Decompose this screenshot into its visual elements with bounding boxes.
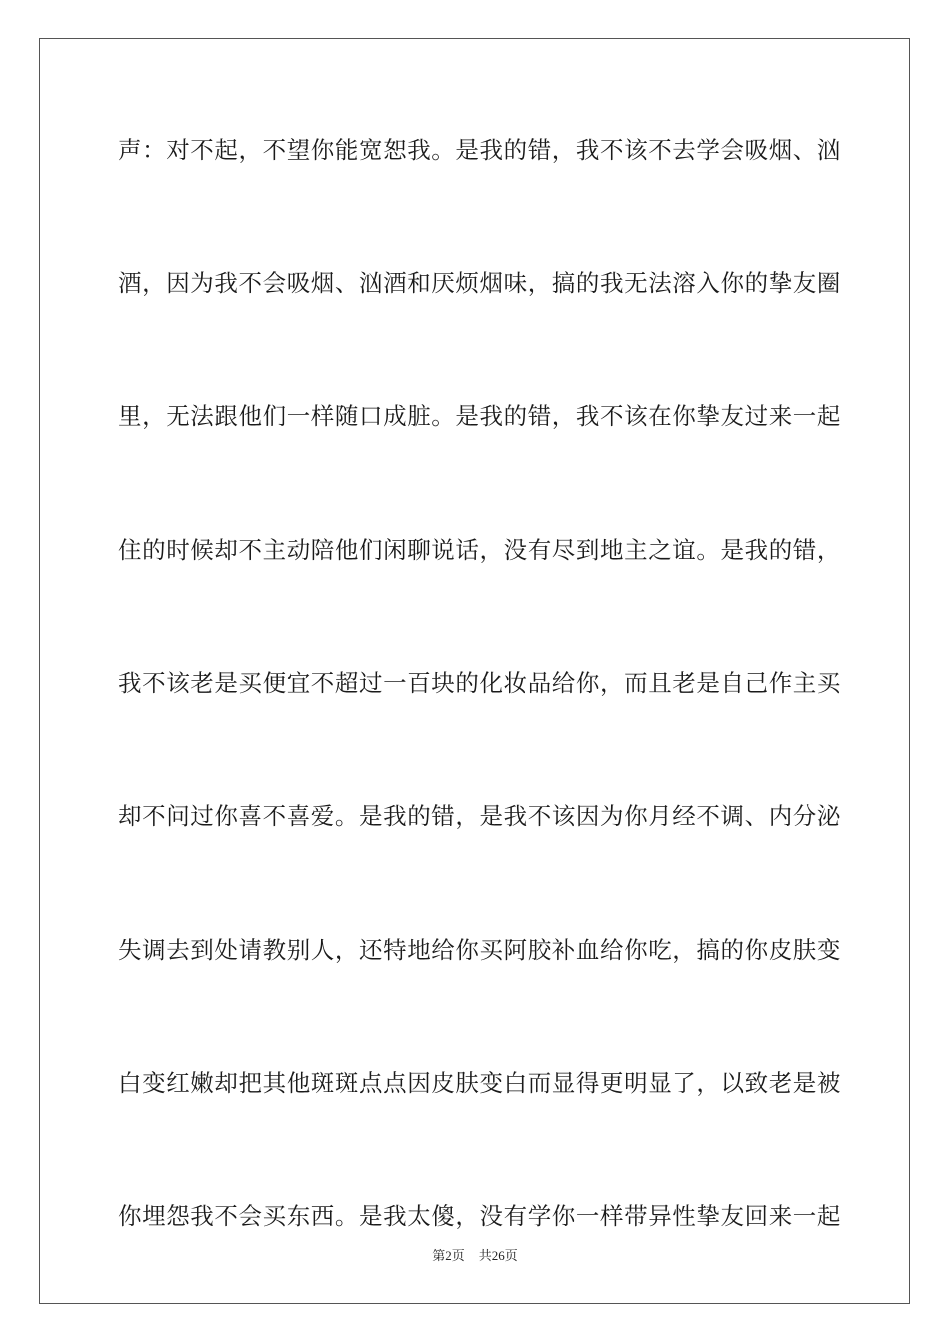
text-line-1: 声：对不起，不望你能宽恕我。是我的错，我不该不去学会吸烟、汹 — [118, 136, 841, 164]
page-number: 第2页 — [432, 1248, 465, 1263]
text-line-5: 我不该老是买便宜不超过一百块的化妆品给你，而且老是自己作主买 — [118, 669, 841, 697]
text-line-2: 酒，因为我不会吸烟、汹酒和厌烦烟味，搞的我无法溶入你的挚友圈 — [118, 269, 841, 297]
text-line-3: 里，无法跟他们一样随口成脏。是我的错，我不该在你挚友过来一起 — [118, 402, 841, 430]
page-footer — [0, 1245, 950, 1264]
text-line-9: 你埋怨我不会买东西。是我太傻，没有学你一样带异性挚友回来一起 — [118, 1202, 841, 1230]
text-line-6: 却不问过你喜不喜爱。是我的错，是我不该因为你月经不调、内分泌 — [118, 802, 841, 830]
text-line-8: 白变红嫩却把其他斑斑点点因皮肤变白而显得更明显了，以致老是被 — [118, 1069, 841, 1097]
text-line-7: 失调去到处请教别人，还特地给你买阿胶补血给你吃，搞的你皮肤变 — [118, 936, 841, 964]
page-total: 共26页 — [478, 1248, 518, 1263]
text-line-4: 住的时候却不主动陪他们闲聊说话，没有尽到地主之谊。是我的错， — [118, 536, 841, 564]
